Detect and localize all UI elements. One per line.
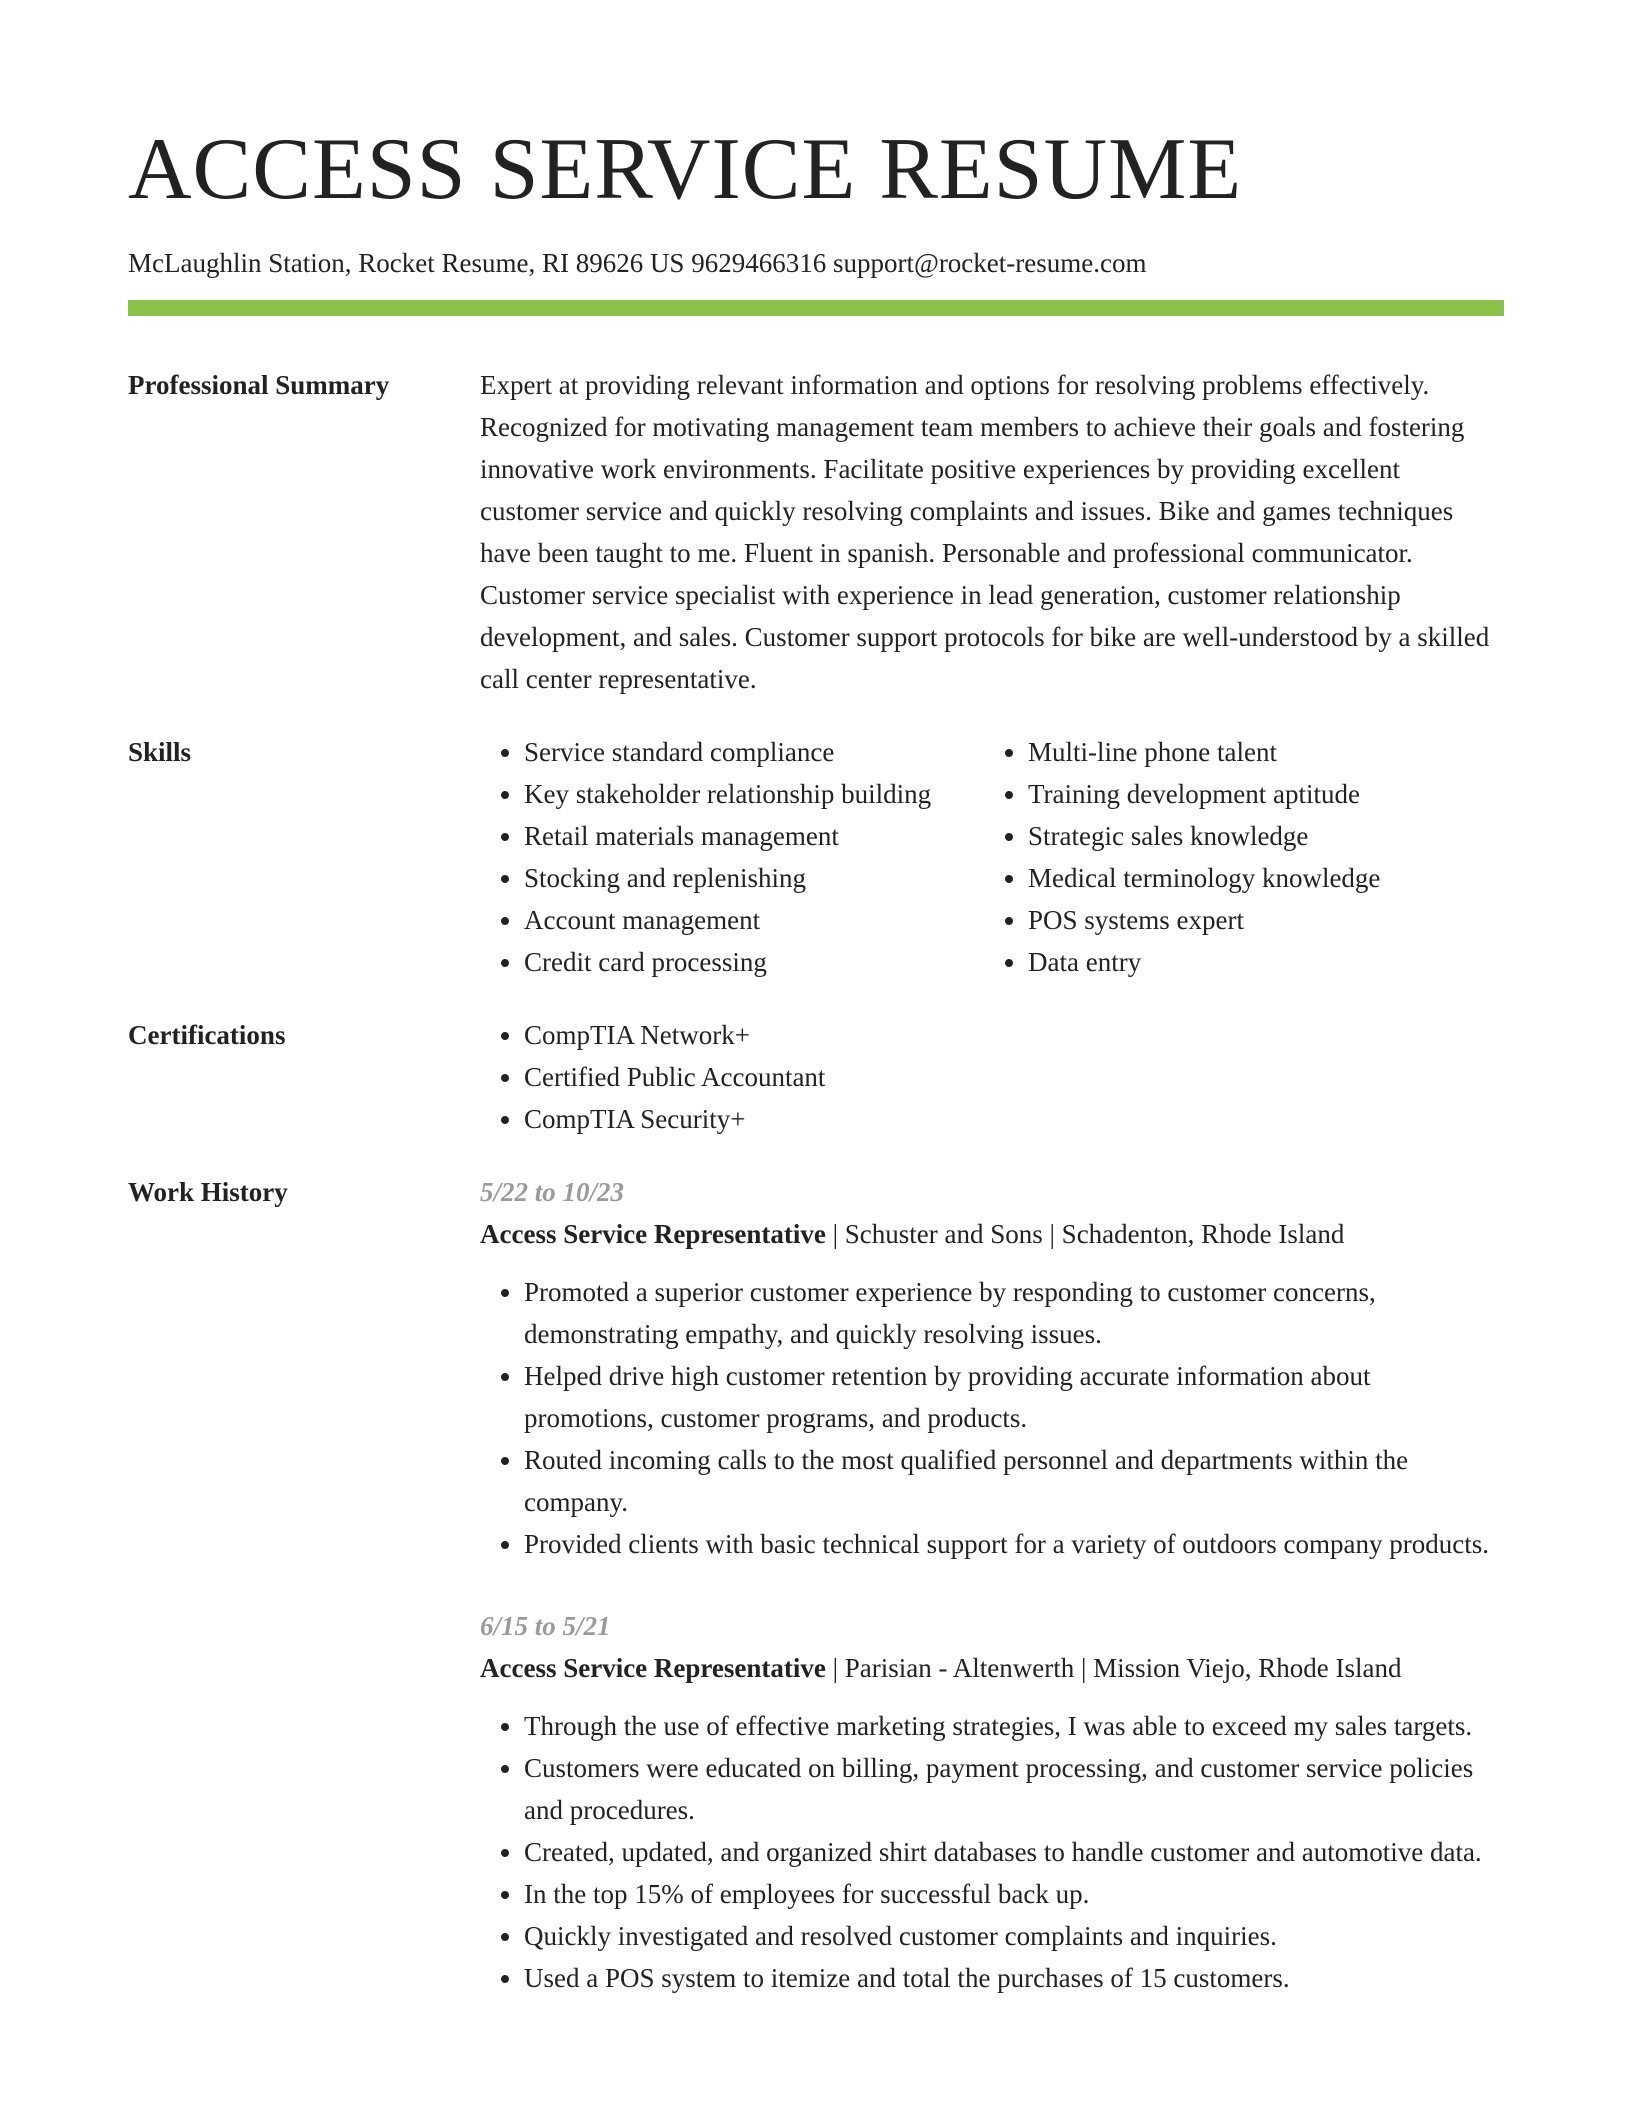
skill-item: • Training development aptitude [1028, 773, 1488, 815]
skills-list-left [480, 731, 984, 983]
certifications-section [128, 1014, 1504, 1140]
job-bullet: • Customers were educated on billing, payment processing, and customer service policies and procedures. [524, 1747, 1504, 1831]
section-label-work-history: Work History [128, 1177, 288, 1207]
section-label-skills: Skills [128, 737, 192, 767]
job-bullet: • Provided clients with basic technical support for a variety of outdoors company products. [524, 1523, 1504, 1565]
job-title: Access Service Representative [480, 1219, 826, 1249]
summary-text: Expert at providing relevant information and options for resolving problems effectively. Recognized for motivating management team members to achieve their goals and fostering innovative work environments. Facilitate positive experiences by providing excellent customer service and quickly resolving complaints and issues. Bike and games techniques have been taught to me. Fluent in spanish. Personable and professional communicator. Customer service specialist with experience in lead generation, customer relationship development, and sales. Customer support protocols for bike are well-understood by a skilled call center representative. [480, 370, 1490, 694]
skills-section [128, 731, 1504, 983]
job-bullets [480, 1271, 1504, 1565]
job-dates: 6/15 to 5/21 [480, 1611, 611, 1641]
job-bullet: • Quickly investigated and resolved customer complaints and inquiries. [524, 1915, 1504, 1957]
summary-section [128, 364, 1504, 700]
header-divider [128, 300, 1504, 316]
job-heading [480, 1213, 1504, 1255]
work-history-body [480, 1171, 1504, 1999]
job-bullet: • Through the use of effective marketing strategies, I was able to exceed my sales targets. [524, 1705, 1504, 1747]
skills-list-right [984, 731, 1488, 983]
skills-column-left [480, 731, 984, 983]
section-label-certifications: Certifications [128, 1020, 286, 1050]
skill-item: • Strategic sales knowledge [1028, 815, 1488, 857]
job-heading [480, 1647, 1504, 1689]
certifications-list [480, 1014, 1504, 1140]
job-bullet: • Used a POS system to itemize and total the purchases of 15 customers. [524, 1957, 1504, 1999]
certifications-body [480, 1014, 1504, 1140]
resume-page [128, 0, 1504, 1999]
contact-line: McLaughlin Station, Rocket Resume, RI 89626 US 9629466316 support@rocket-resume.com [128, 248, 1147, 278]
skill-item: • Key stakeholder relationship building [524, 773, 984, 815]
job-dates: 5/22 to 10/23 [480, 1177, 625, 1207]
certification-item: • Certified Public Accountant [524, 1056, 1504, 1098]
job-bullets [480, 1705, 1504, 1999]
job-title: Access Service Representative [480, 1653, 826, 1683]
skill-item: • Retail materials management [524, 815, 984, 857]
certification-item: • CompTIA Network+ [524, 1014, 1504, 1056]
job-employer-location: | Schuster and Sons | Schadenton, Rhode Island [825, 1219, 1345, 1249]
skill-item: • Service standard compliance [524, 731, 984, 773]
skill-item: • POS systems expert [1028, 899, 1488, 941]
job-entry [480, 1605, 1504, 1999]
skill-item: • Multi-line phone talent [1028, 731, 1488, 773]
job-employer-location: | Parisian - Altenwerth | Mission Viejo, Rhode Island [825, 1653, 1402, 1683]
job-entry [480, 1171, 1504, 1565]
job-bullet: • Helped drive high customer retention by providing accurate information about promotions, customer programs, and products. [524, 1355, 1504, 1439]
skill-item: • Stocking and replenishing [524, 857, 984, 899]
job-bullet: • In the top 15% of employees for successful back up. [524, 1873, 1504, 1915]
summary-body [480, 364, 1504, 700]
job-bullet: • Routed incoming calls to the most qualified personnel and departments within the company. [524, 1439, 1504, 1523]
skill-item: • Account management [524, 899, 984, 941]
certification-item: • CompTIA Security+ [524, 1098, 1504, 1140]
resume-title: ACCESS SERVICE RESUME [128, 121, 1243, 218]
skills-body [480, 731, 1504, 983]
work-history-section [128, 1171, 1504, 1999]
job-bullet: • Created, updated, and organized shirt databases to handle customer and automotive data. [524, 1831, 1504, 1873]
skills-column-right [984, 731, 1488, 983]
skill-item: • Medical terminology knowledge [1028, 857, 1488, 899]
job-bullet: • Promoted a superior customer experience by responding to customer concerns, demonstrating empathy, and quickly resolving issues. [524, 1271, 1504, 1355]
skill-item: • Credit card processing [524, 941, 984, 983]
skill-item: • Data entry [1028, 941, 1488, 983]
section-label-summary: Professional Summary [128, 370, 390, 400]
